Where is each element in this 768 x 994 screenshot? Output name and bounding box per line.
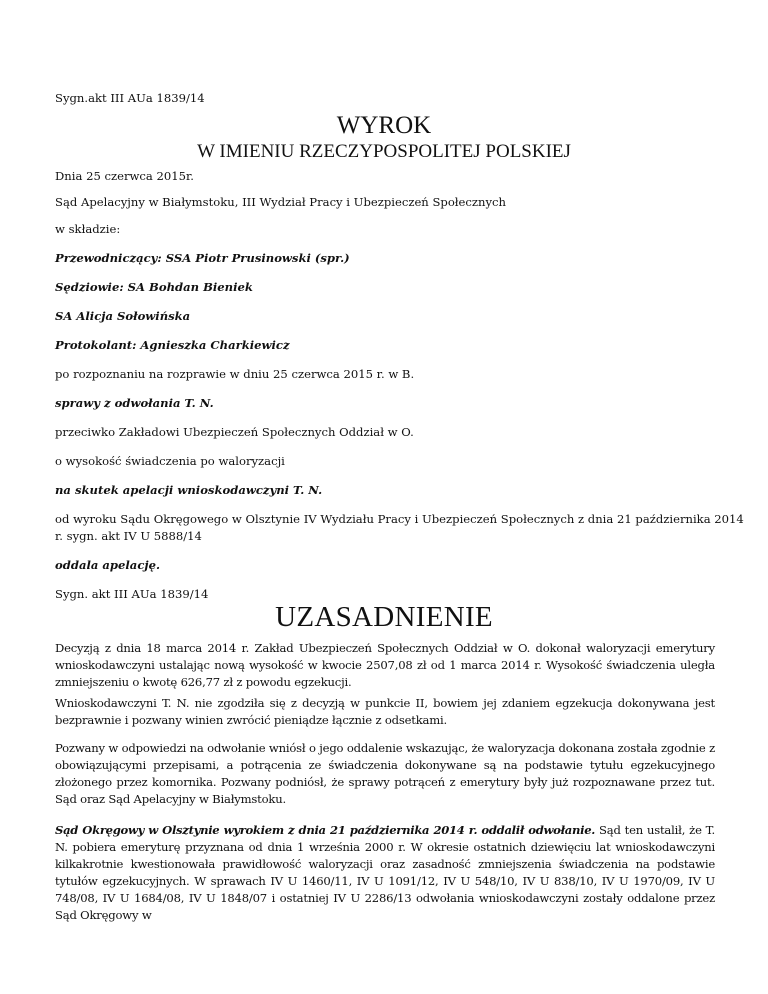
justification-paragraph-2: Wnioskodawczyni T. N. nie zgodziła się z decyzją w punkcie II, bowiem jej zdaniem egzekucja dokonywana jest bezprawnie i pozwany winien zwrócić pieniądze łącznie z odsetkami.	[55, 696, 715, 727]
verdict-date: Dnia 25 czerwca 2015r.	[55, 169, 194, 183]
appeal-basis: na skutek apelacji wnioskodawczyni T. N.	[55, 483, 323, 497]
justification-paragraph-4	[55, 822, 715, 924]
verdict-title: WYROK	[336, 112, 432, 139]
judge-second: SA Alicja Sołowińska	[55, 309, 191, 323]
judges: Sędziowie: SA Bohdan Bieniek	[55, 280, 253, 294]
appealed-judgment-line2: r. sygn. akt IV U 5888/14	[55, 529, 202, 543]
composition-label: w składzie:	[55, 222, 121, 236]
ruling: oddala apelację.	[55, 558, 160, 572]
justification-case-number: Sygn. akt III AUa 1839/14	[55, 587, 209, 601]
court-clerk: Protokolant: Agnieszka Charkiewicz	[55, 338, 290, 352]
hearing-info: po rozpoznaniu na rozprawie w dniu 25 czerwca 2015 r. w B.	[55, 367, 415, 381]
justification-paragraph-1: Decyzją z dnia 18 marca 2014 r. Zakład Ubezpieczeń Społecznych Oddział w O. dokonał waloryzacji emerytury wnioskodawczyni ustalając nową wysokość w kwocie 2507,08 zł od 1 marca 2014 r. Wysokość świadczenia uległa zmniejszeniu o kwotę 626,77 zł z powodu egzekucji.	[55, 641, 715, 689]
lower-court-ruling: Sąd Okręgowy w Olsztynie wyrokiem z dnia 21 października 2014 r. oddalił odwołanie.	[55, 823, 596, 837]
justification-paragraph-3: Pozwany w odpowiedzi na odwołanie wniósł o jego oddalenie wskazując, że waloryzacja dokonana została zgodnie z obowiązującymi przepisami, a potrącenia ze świadczenia dokonywane są na podstawie tytułu egzekucyjnego złożonego przez komornika. Pozwany podniósł, że sprawy potrąceń z emerytury były już rozpoznawane przez tut. Sąd oraz Sąd Apelacyjny w Białymstoku.	[55, 741, 715, 806]
verdict-subtitle: W IMIENIU RZECZYPOSPOLITEJ POLSKIEJ	[197, 141, 571, 162]
against-party: przeciwko Zakładowi Ubezpieczeń Społecznych Oddział w O.	[55, 425, 414, 439]
case-number-header: Sygn.akt III AUa 1839/14	[55, 91, 205, 105]
case-of: sprawy z odwołania T. N.	[55, 396, 214, 410]
appealed-judgment-line1: od wyroku Sądu Okręgowego w Olsztynie IV Wydziału Pracy i Ubezpieczeń Społecznych z dnia 21 października 2014	[55, 512, 744, 526]
case-subject: o wysokość świadczenia po waloryzacji	[55, 454, 285, 468]
court-name: Sąd Apelacyjny w Białymstoku, III Wydział Pracy i Ubezpieczeń Społecznych	[55, 195, 506, 209]
lower-court-findings: Sąd ten ustalił, że T. N. pobiera emeryturę przyznana od dnia 1 września 2000 r. W okresie ostatnich dziewięciu lat wnioskodawczyni kilkakrotnie kwestionowała prawidłowość waloryzacji oraz zasadność zmniejszenia świadczenia na podstawie tytułów egzekucyjnych. W sprawach IV U 1460/11, IV U 1091/12, IV U 548/10, IV U 838/10, IV U 1970/09, IV U 748/08, IV U 1684/08, IV U 1848/07 i ostatniej IV U 2286/13 odwołania wnioskodawczyni zostały oddalone przez Sąd Okręgowy w	[55, 823, 715, 922]
presiding-judge: Przewodniczący: SSA Piotr Prusinowski (spr.)	[55, 251, 350, 265]
justification-title: UZASADNIENIE	[275, 601, 493, 633]
